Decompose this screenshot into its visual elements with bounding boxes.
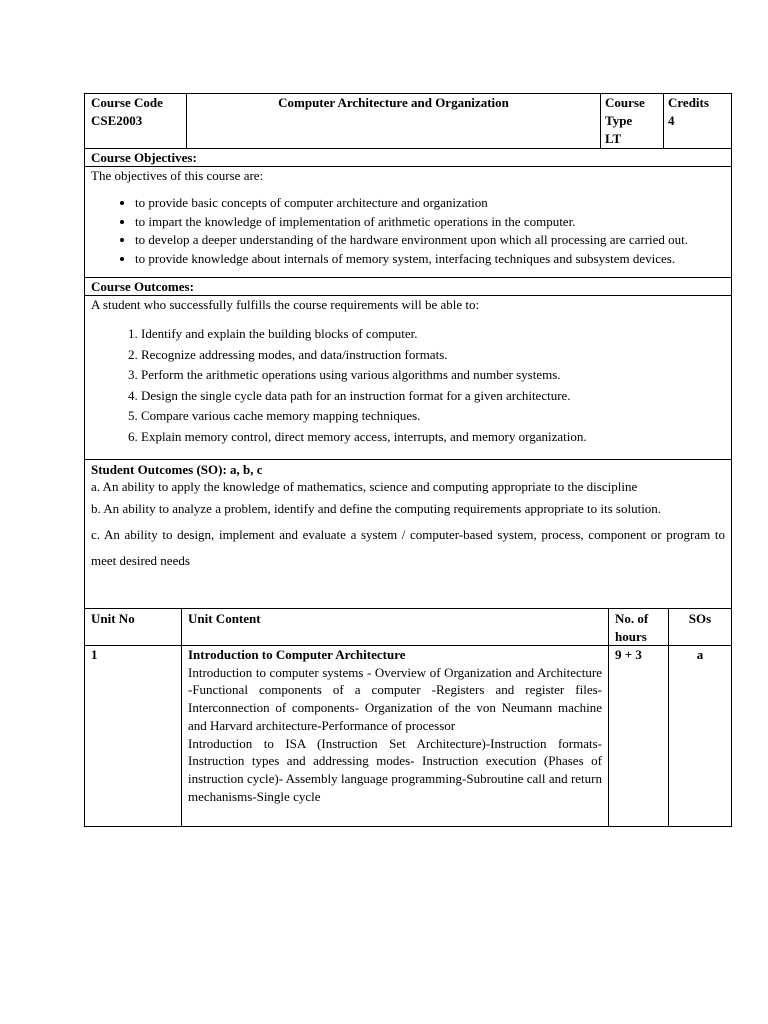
course-code-cell — [85, 94, 187, 148]
list-item: • to impart the knowledge of implementation of arithmetic operations in the computer. — [135, 213, 725, 232]
unit-paragraph-2: Introduction to ISA (Instruction Set Architecture)-Instruction formats- Instruction types and addressing modes- Instruction execution (Phases of instruction cycle)- Assembly language programming-Subroutine call and return mechanisms-Single cycle — [188, 735, 602, 804]
list-item: 2. Recognize addressing modes, and data/instruction formats. — [141, 345, 725, 366]
objectives-section — [85, 167, 731, 278]
outcomes-intro: A student who successfully fulfills the course requirements will be able to: — [91, 297, 480, 312]
hours-header: No. of hours — [609, 609, 669, 645]
credits-label: Credits — [668, 95, 709, 110]
sos-header: SOs — [688, 611, 712, 626]
list-item: 4. Design the single cycle data path for an instruction format for a given architecture. — [141, 386, 725, 407]
course-type-value: LT — [605, 131, 622, 146]
units-header-row — [85, 609, 731, 646]
list-item: 3. Perform the arithmetic operations using various algorithms and number systems. — [141, 365, 725, 386]
unit-hours: 9 + 3 — [609, 646, 669, 826]
list-item: 6. Explain memory control, direct memory access, interrupts, and memory organization. — [141, 427, 725, 448]
unit-no-header: Unit No — [85, 609, 182, 645]
list-item: • to develop a deeper understanding of the hardware environment upon which all processing are carried out. — [135, 231, 725, 250]
outcomes-section — [85, 296, 731, 460]
so-c: c. An ability to design, implement and evaluate a system / computer-based system, process, component or program to meet desired needs — [91, 527, 725, 568]
student-outcomes-heading: Student Outcomes (SO): a, b, c — [91, 462, 263, 477]
objectives-heading: Course Objectives: — [85, 149, 731, 167]
student-outcomes-section — [85, 460, 731, 609]
syllabus-table — [84, 93, 732, 827]
list-item: • to provide knowledge about internals of memory system, interfacing techniques and subsystem devices. — [135, 250, 725, 269]
course-type-label-1: Course — [605, 95, 645, 110]
course-code-value: CSE2003 — [91, 113, 143, 128]
so-a: a. An ability to apply the knowledge of mathematics, science and computing appropriate to the discipline — [91, 479, 638, 494]
unit-paragraph-1: Introduction to computer systems - Overview of Organization and Architecture -Functional components of a computer -Registers and register files-Interconnection of components- Organization of the von Neumann machine and Harvard architecture-Performance of processor — [188, 664, 602, 733]
course-header-row — [85, 94, 731, 149]
unit-content-header: Unit Content — [182, 609, 609, 645]
outcomes-heading: Course Outcomes: — [85, 278, 731, 296]
list-item: • to provide basic concepts of computer architecture and organization — [135, 194, 725, 213]
unit-number: 1 — [85, 646, 182, 826]
so-b: b. An ability to analyze a problem, identify and define the computing requirements appropriate to its solution. — [91, 501, 662, 516]
outcomes-list — [91, 324, 725, 447]
unit-sos: a — [696, 647, 704, 662]
unit-title: Introduction to Computer Architecture — [188, 647, 406, 662]
credits-cell — [664, 94, 731, 148]
objectives-list — [91, 194, 725, 268]
course-type-label-2: Type — [605, 113, 633, 128]
table-row — [85, 646, 731, 826]
course-type-cell — [601, 94, 664, 148]
list-item: 5. Compare various cache memory mapping techniques. — [141, 406, 725, 427]
objectives-intro: The objectives of this course are: — [91, 168, 264, 183]
course-code-label: Course Code — [91, 95, 163, 110]
list-item: 1. Identify and explain the building blocks of computer. — [141, 324, 725, 345]
unit-content-cell — [182, 646, 609, 826]
course-title: Computer Architecture and Organization — [187, 94, 601, 148]
credits-value: 4 — [668, 113, 675, 128]
